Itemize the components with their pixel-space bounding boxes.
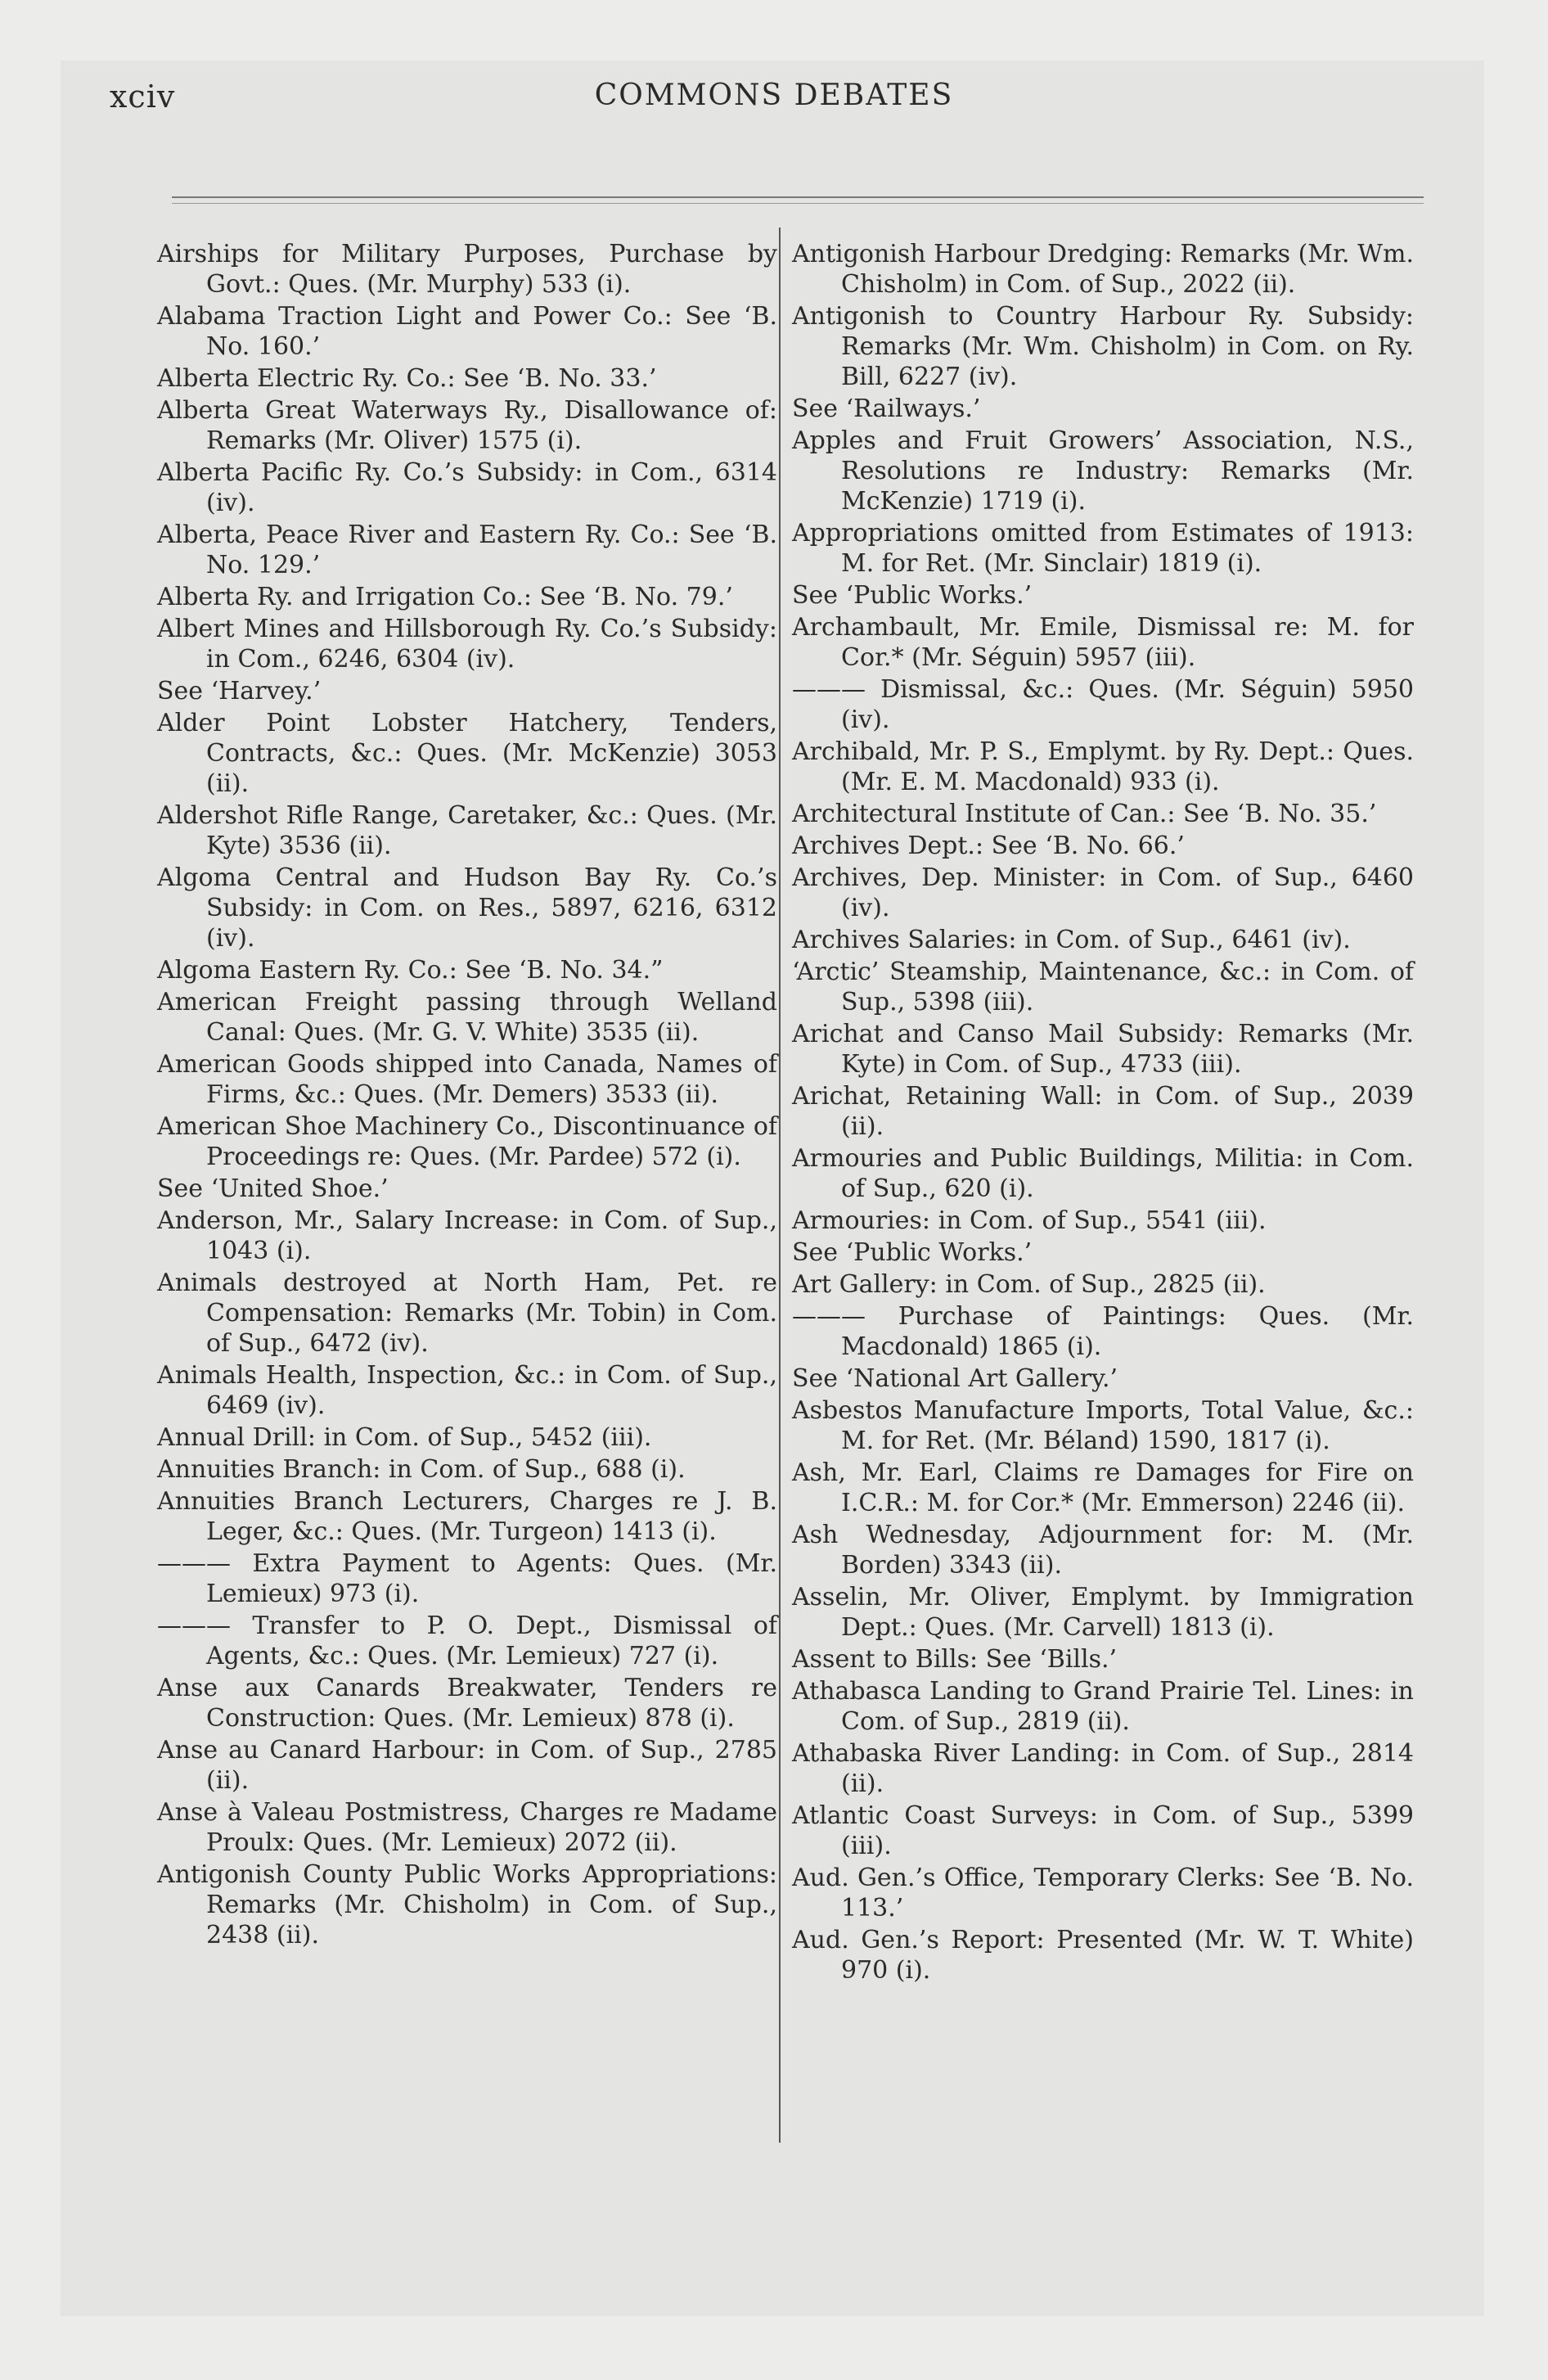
index-entry: Anse à Valeau Postmistress, Charges re Madame Proulx: Ques. (Mr. Lemieux) 2072 (ii). xyxy=(157,1798,777,1857)
index-entry: Ash Wednesday, Adjournment for: M. (Mr. Borden) 3343 (ii). xyxy=(792,1521,1414,1580)
index-column-left xyxy=(157,239,777,1952)
index-entry: Alberta Electric Ry. Co.: See ‘B. No. 33.’ xyxy=(157,364,657,393)
index-entry: Aud. Gen.’s Report: Presented (Mr. W. T. White) 970 (i). xyxy=(792,1926,1414,1985)
index-entry: Alberta Pacific Ry. Co.’s Subsidy: in Com., 6314 (iv). xyxy=(157,458,777,517)
index-entry: Alberta Great Waterways Ry., Disallowance of: Remarks (Mr. Oliver) 1575 (i). xyxy=(157,396,777,455)
page-title: COMMONS DEBATES xyxy=(594,79,954,112)
running-head xyxy=(0,79,1548,128)
index-entry: Archambault, Mr. Emile, Dismissal re: M. for Cor.* (Mr. Séguin) 5957 (iii). xyxy=(792,613,1414,672)
index-entry: Alberta Ry. and Irrigation Co.: See ‘B. No. 79.’ xyxy=(157,583,733,611)
index-entry: American Shoe Machinery Co., Discontinuance of Proceedings re: Ques. (Mr. Pardee) 572 (i). xyxy=(157,1112,777,1171)
index-column-right xyxy=(792,239,1414,1987)
index-entry: Alder Point Lobster Hatchery, Tenders, Contracts, &c.: Ques. (Mr. McKenzie) 3053 (ii). xyxy=(157,709,777,798)
index-entry: Annuities Branch: in Com. of Sup., 688 (i). xyxy=(157,1455,686,1484)
index-entry: Algoma Central and Hudson Bay Ry. Co.’s Subsidy: in Com. on Res., 5897, 6216, 6312 (iv). xyxy=(157,863,777,953)
index-entry: See ‘United Shoe.’ xyxy=(157,1174,389,1203)
index-entry: Animals destroyed at North Ham, Pet. re Compensation: Remarks (Mr. Tobin) in Com. of Sup., 6472 (iv). xyxy=(157,1269,777,1358)
index-entry: Alberta, Peace River and Eastern Ry. Co.: See ‘B. No. 129.’ xyxy=(157,521,777,579)
index-entry: Anderson, Mr., Salary Increase: in Com. of Sup., 1043 (i). xyxy=(157,1206,777,1265)
index-entry: Antigonish Harbour Dredging: Remarks (Mr. Wm. Chisholm) in Com. of Sup., 2022 (ii). xyxy=(792,240,1414,299)
index-entry: American Freight passing through Welland Canal: Ques. (Mr. G. V. White) 3535 (ii). xyxy=(157,988,777,1047)
header-rule-thin xyxy=(172,203,1424,204)
index-entry: Arichat, Retaining Wall: in Com. of Sup., 2039 (ii). xyxy=(792,1082,1414,1141)
index-entry: Aldershot Rifle Range, Caretaker, &c.: Ques. (Mr. Kyte) 3536 (ii). xyxy=(157,801,777,860)
index-entry: See ‘Harvey.’ xyxy=(157,677,322,705)
index-entry: ‘Arctic’ Steamship, Maintenance, &c.: in Com. of Sup., 5398 (iii). xyxy=(792,958,1414,1016)
index-entry: Appropriations omitted from Estimates of 1913: M. for Ret. (Mr. Sinclair) 1819 (i). xyxy=(792,519,1414,578)
index-entry: Airships for Military Purposes, Purchase by Govt.: Ques. (Mr. Murphy) 533 (i). xyxy=(157,240,777,299)
index-entry: Algoma Eastern Ry. Co.: See ‘B. No. 34.” xyxy=(157,956,664,985)
index-entry: See ‘Public Works.’ xyxy=(792,1238,1033,1267)
index-entry: Architectural Institute of Can.: See ‘B. No. 35.’ xyxy=(792,800,1377,828)
index-entry: Archibald, Mr. P. S., Emplymt. by Ry. Dept.: Ques. (Mr. E. M. Macdonald) 933 (i). xyxy=(792,737,1414,796)
index-entry: Apples and Fruit Growers’ Association, N.S., Resolutions re Industry: Remarks (Mr. McKenzie) 1719 (i). xyxy=(792,426,1414,516)
index-entry: Annuities Branch Lecturers, Charges re J. B. Leger, &c.: Ques. (Mr. Turgeon) 1413 (i). xyxy=(157,1487,777,1546)
index-entry: Antigonish County Public Works Appropriations: Remarks (Mr. Chisholm) in Com. of Sup., 2438 (ii). xyxy=(157,1860,777,1950)
index-entry: ——— Purchase of Paintings: Ques. (Mr. Macdonald) 1865 (i). xyxy=(792,1302,1414,1361)
index-entry: Athabasca Landing to Grand Prairie Tel. Lines: in Com. of Sup., 2819 (ii). xyxy=(792,1677,1414,1736)
index-entry: Art Gallery: in Com. of Sup., 2825 (ii). xyxy=(792,1270,1266,1299)
index-entry: See ‘Public Works.’ xyxy=(792,581,1033,610)
index-entry: ——— Dismissal, &c.: Ques. (Mr. Séguin) 5950 (iv). xyxy=(792,675,1414,734)
index-entry: Arichat and Canso Mail Subsidy: Remarks (Mr. Kyte) in Com. of Sup., 4733 (iii). xyxy=(792,1020,1414,1079)
header-rule xyxy=(172,196,1424,198)
index-entry: Archives, Dep. Minister: in Com. of Sup., 6460 (iv). xyxy=(792,863,1414,922)
index-entry: Assent to Bills: See ‘Bills.’ xyxy=(792,1645,1118,1674)
index-entry: American Goods shipped into Canada, Names of Firms, &c.: Ques. (Mr. Demers) 3533 (ii). xyxy=(157,1050,777,1109)
index-entry: Atlantic Coast Surveys: in Com. of Sup., 5399 (iii). xyxy=(792,1801,1414,1860)
column-divider xyxy=(779,228,781,2143)
index-entry: Athabaska River Landing: in Com. of Sup., 2814 (ii). xyxy=(792,1739,1414,1798)
index-entry: Archives Dept.: See ‘B. No. 66.’ xyxy=(792,832,1185,860)
index-entry: Armouries: in Com. of Sup., 5541 (iii). xyxy=(792,1206,1267,1235)
index-entry: Animals Health, Inspection, &c.: in Com. of Sup., 6469 (iv). xyxy=(157,1361,777,1420)
index-entry: Anse au Canard Harbour: in Com. of Sup., 2785 (ii). xyxy=(157,1736,777,1795)
page-number: xciv xyxy=(110,79,176,115)
index-entry: Albert Mines and Hillsborough Ry. Co.’s Subsidy: in Com., 6246, 6304 (iv). xyxy=(157,615,777,674)
index-entry: Aud. Gen.’s Office, Temporary Clerks: See ‘B. No. 113.’ xyxy=(792,1864,1414,1922)
index-entry: ——— Extra Payment to Agents: Ques. (Mr. Lemieux) 973 (i). xyxy=(157,1549,777,1608)
index-entry: Archives Salaries: in Com. of Sup., 6461 (iv). xyxy=(792,926,1351,954)
index-entry: Armouries and Public Buildings, Militia: in Com. of Sup., 620 (i). xyxy=(792,1144,1414,1203)
index-entry: Annual Drill: in Com. of Sup., 5452 (iii). xyxy=(157,1423,652,1452)
index-entry: See ‘National Art Gallery.’ xyxy=(792,1364,1118,1393)
index-entry: Asselin, Mr. Oliver, Emplymt. by Immigration Dept.: Ques. (Mr. Carvell) 1813 (i). xyxy=(792,1583,1414,1642)
index-entry: Anse aux Canards Breakwater, Tenders re Construction: Ques. (Mr. Lemieux) 878 (i). xyxy=(157,1674,777,1733)
index-entry: See ‘Railways.’ xyxy=(792,394,981,423)
index-entry: Antigonish to Country Harbour Ry. Subsidy: Remarks (Mr. Wm. Chisholm) in Com. on Ry. Bill, 6227 (iv). xyxy=(792,302,1414,391)
index-entry: Asbestos Manufacture Imports, Total Value, &c.: M. for Ret. (Mr. Béland) 1590, 1817 (i). xyxy=(792,1396,1414,1455)
index-entry: ——— Transfer to P. O. Dept., Dismissal of Agents, &c.: Ques. (Mr. Lemieux) 727 (i). xyxy=(157,1611,777,1670)
index-entry: Alabama Traction Light and Power Co.: See ‘B. No. 160.’ xyxy=(157,302,777,361)
index-entry: Ash, Mr. Earl, Claims re Damages for Fire on I.C.R.: M. for Cor.* (Mr. Emmerson) 2246 (ii). xyxy=(792,1458,1414,1517)
